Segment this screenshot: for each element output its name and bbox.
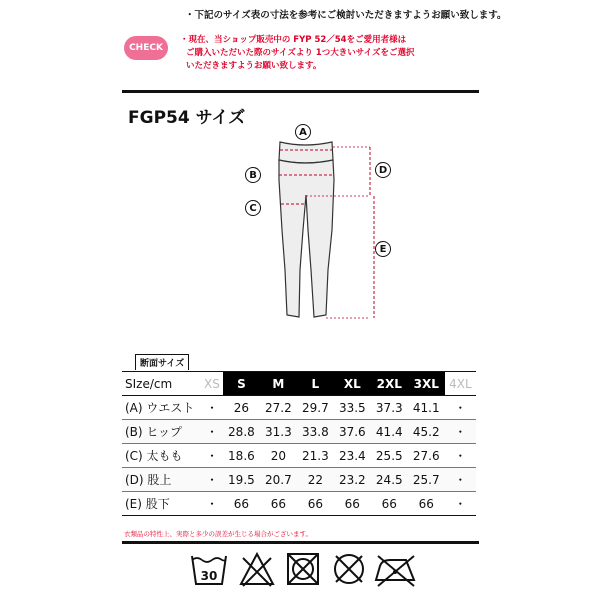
marker-e: E (375, 241, 391, 257)
cell: 20.7 (265, 472, 292, 487)
leggings-body-shape (279, 160, 334, 317)
cell: 23.4 (338, 448, 366, 463)
marker-a: A (295, 124, 311, 140)
cell: 66 (307, 496, 323, 511)
cell: ・ (205, 497, 218, 511)
cell: 33.8 (301, 424, 329, 439)
check-line: ご購入いただいた際のサイズより 1つ大きいサイズをご選択 (186, 48, 415, 58)
table-header-row (122, 372, 476, 396)
divider (122, 541, 479, 544)
size-table (122, 371, 476, 516)
cell: 45.2 (412, 424, 440, 439)
cell: 66 (270, 496, 287, 511)
cell: ・ (454, 497, 467, 511)
table-row (122, 468, 476, 492)
cell: 25.7 (412, 472, 440, 487)
table-row (122, 420, 476, 444)
page-title: FGP54 サイズ (128, 108, 246, 128)
cell: ・ (454, 425, 467, 439)
marker-d: D (375, 162, 391, 178)
cell: 21.3 (301, 448, 329, 463)
cell: 28.8 (228, 424, 255, 439)
size-chart-note: ・下記のサイズ表の寸法を参考にご検討いただきますようお願い致します。 (185, 10, 507, 21)
cell: 25.5 (375, 448, 403, 463)
care-icons (188, 548, 422, 592)
check-line: いただきますようお願い致します。 (186, 61, 322, 71)
iron-low-icon (376, 556, 414, 586)
cell: 66 (233, 496, 250, 511)
cell: 41.4 (375, 424, 403, 439)
check-badge: CHECK (124, 36, 168, 60)
wash-temp-text: 30 (200, 569, 218, 583)
cell: ・ (205, 473, 218, 487)
cell: ・ (454, 473, 467, 487)
cell: 26 (233, 400, 250, 415)
size-header-3xl: 3XL (408, 372, 445, 396)
cell: 37.3 (375, 400, 403, 415)
row-label-inseam: (E) 股下 (125, 497, 170, 511)
cell: 20 (270, 448, 287, 463)
cell: 18.6 (228, 448, 255, 463)
table-row (122, 444, 476, 468)
cell: ・ (454, 449, 467, 463)
divider (122, 90, 479, 93)
cell: 27.6 (412, 448, 440, 463)
row-label-hip: (B) ヒップ (125, 425, 183, 439)
no-tumble-dry-icon (288, 554, 318, 584)
row-label-rise: (D) 股上 (125, 473, 172, 487)
cell: 66 (344, 496, 360, 511)
size-unit-header: SIze/cm (125, 376, 173, 391)
cell: 41.1 (412, 400, 440, 415)
size-header-l: L (297, 372, 334, 396)
cell: 66 (381, 496, 397, 511)
table-row (122, 492, 476, 516)
leggings-diagram (240, 120, 400, 330)
cell: ・ (205, 425, 218, 439)
waistband-shape (279, 142, 333, 163)
cell: ・ (454, 401, 467, 415)
no-dry-clean-icon (335, 555, 363, 583)
marker-b: B (245, 167, 261, 183)
check-line: ・現在、当ショップ販売中の FYP 52／54をご愛用者様は (180, 35, 407, 45)
cell: 19.5 (228, 472, 255, 487)
cell: 31.3 (265, 424, 292, 439)
cell: 22 (307, 472, 323, 487)
size-header-m: M (260, 372, 297, 396)
cell: 23.2 (338, 472, 366, 487)
measurement-footnote: 衣類品の特性上、実際と多少の誤差が生じる場合がございます。 (124, 530, 312, 538)
wash-30-icon (192, 556, 226, 584)
table-row (122, 396, 476, 420)
cell: ・ (205, 401, 218, 415)
no-bleach-icon (241, 554, 273, 586)
row-label-thigh: (C) 太もも (125, 449, 183, 463)
size-header-s: S (223, 372, 260, 396)
check-notice (180, 34, 415, 73)
size-header-xs: XS (204, 376, 220, 391)
cell: 27.2 (265, 400, 292, 415)
cell: ・ (205, 449, 218, 463)
row-label-waist: (A) ウエスト (125, 401, 195, 415)
size-header-xl: XL (334, 372, 371, 396)
cell: 29.7 (301, 400, 329, 415)
cell: 24.5 (375, 472, 403, 487)
cell: 66 (418, 496, 434, 511)
size-header-4xl: 4XL (449, 376, 472, 391)
cell: 37.6 (338, 424, 366, 439)
size-header-2xl: 2XL (371, 372, 408, 396)
table-tag: 断面サイズ (135, 354, 189, 370)
cell: 33.5 (338, 400, 366, 415)
marker-c: C (245, 200, 261, 216)
